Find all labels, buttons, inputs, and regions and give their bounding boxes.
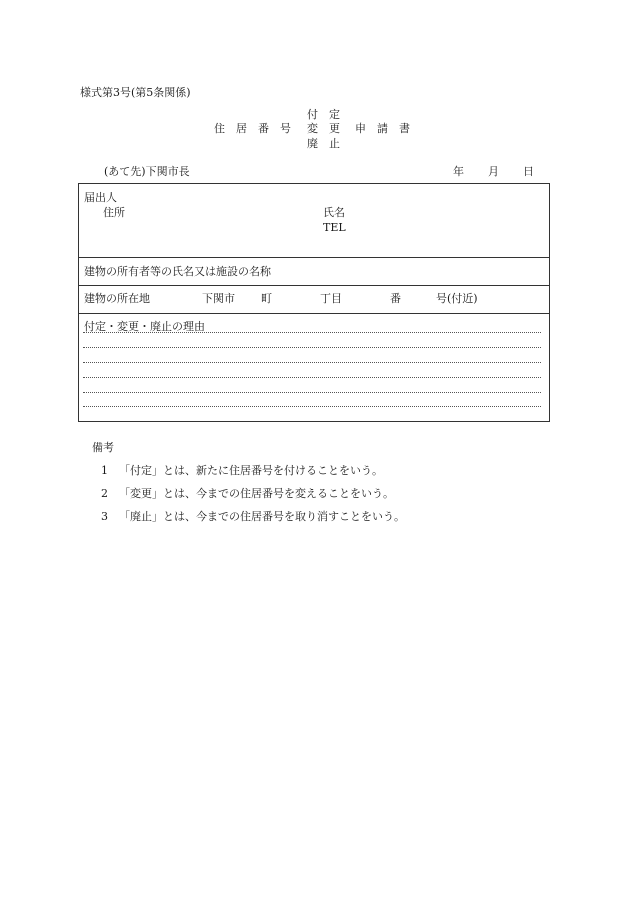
applicant-tel-label: TEL: [323, 221, 346, 234]
reason-line: [83, 377, 541, 378]
date-day-label: 日: [523, 165, 534, 178]
applicant-address-label: 住所: [103, 206, 125, 219]
location-chome: 丁目: [320, 292, 342, 305]
owner-label: 建物の所有者等の氏名又は施設の名称: [84, 265, 271, 278]
reason-line: [83, 362, 541, 363]
date-month-label: 月: [488, 165, 499, 178]
note-text: 「変更」とは、今までの住居番号を変えることをいう。: [119, 487, 394, 500]
addressee: (あて先)下関市長: [104, 165, 190, 178]
note-number: 2: [101, 487, 108, 500]
title-right: 申 請 書: [355, 122, 410, 135]
application-form: [78, 183, 550, 422]
divider: [79, 313, 549, 314]
note-text: 「廃止」とは、今までの住居番号を取り消すことをいう。: [119, 510, 405, 523]
applicant-heading: 届出人: [84, 191, 117, 204]
divider: [79, 257, 549, 258]
note-number: 1: [101, 464, 108, 477]
notes-heading: 備考: [92, 441, 114, 454]
title-option-henkou: 変 更: [307, 122, 340, 135]
reason-label: 付定・変更・廃止の理由: [84, 320, 205, 333]
location-label: 建物の所在地: [84, 292, 150, 305]
title-left: 住 居 番 号: [214, 122, 291, 135]
location-ban: 番: [390, 292, 401, 305]
title-option-haishi: 廃 止: [307, 137, 340, 150]
date-year-label: 年: [453, 165, 464, 178]
title-option-fuki: 付 定: [307, 108, 340, 121]
note-number: 3: [101, 510, 108, 523]
reason-line: [83, 332, 541, 333]
applicant-name-label: 氏名: [323, 206, 345, 219]
form-number: 様式第3号(第5条関係): [80, 86, 191, 99]
location-go: 号(付近): [436, 292, 478, 305]
reason-line: [83, 406, 541, 407]
reason-line: [83, 392, 541, 393]
reason-line: [83, 347, 541, 348]
location-town: 町: [261, 292, 272, 305]
divider: [79, 285, 549, 286]
location-city: 下関市: [202, 292, 235, 305]
note-text: 「付定」とは、新たに住居番号を付けることをいう。: [119, 464, 383, 477]
